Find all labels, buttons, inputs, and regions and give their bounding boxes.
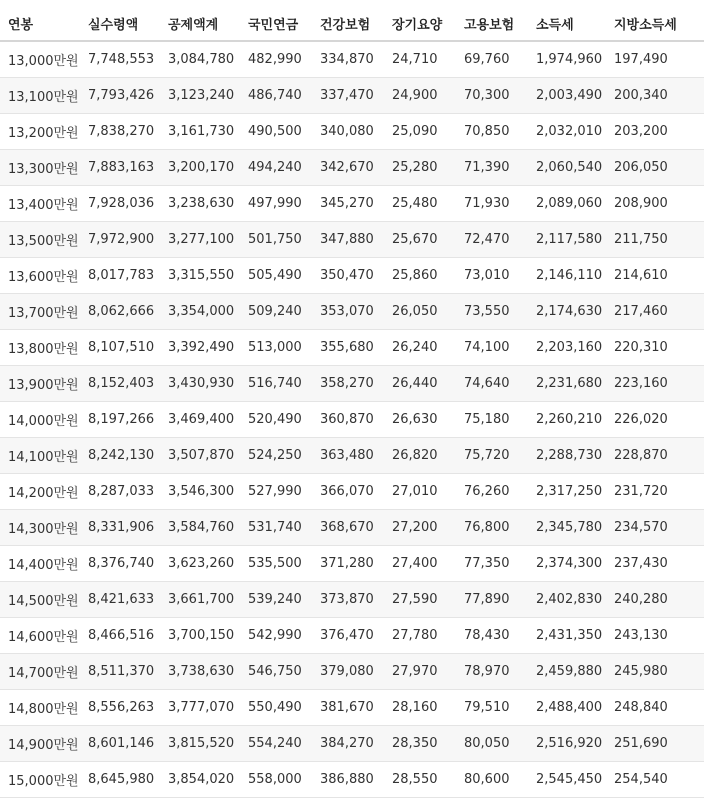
table-cell: 25,670 xyxy=(384,222,456,258)
table-cell: 26,440 xyxy=(384,366,456,402)
table-cell: 2,174,630 xyxy=(528,294,606,330)
table-cell: 7,928,036 xyxy=(80,186,160,222)
table-cell: 27,400 xyxy=(384,546,456,582)
table-cell: 80,600 xyxy=(456,762,528,798)
table-cell: 501,750 xyxy=(240,222,312,258)
table-cell: 234,570 xyxy=(606,510,704,546)
table-cell: 2,260,210 xyxy=(528,402,606,438)
table-cell: 13,400만원 xyxy=(0,186,80,222)
header-national-pension: 국민연금 xyxy=(240,6,312,41)
table-cell: 2,488,400 xyxy=(528,690,606,726)
table-cell: 2,431,350 xyxy=(528,618,606,654)
table-cell: 494,240 xyxy=(240,150,312,186)
table-cell: 73,550 xyxy=(456,294,528,330)
header-local-income-tax: 지방소득세 xyxy=(606,6,704,41)
table-row xyxy=(0,402,704,438)
table-cell: 550,490 xyxy=(240,690,312,726)
table-row xyxy=(0,510,704,546)
table-cell: 381,670 xyxy=(312,690,384,726)
table-cell: 13,300만원 xyxy=(0,150,80,186)
table-cell: 2,089,060 xyxy=(528,186,606,222)
table-cell: 71,390 xyxy=(456,150,528,186)
table-cell: 13,800만원 xyxy=(0,330,80,366)
table-cell: 26,820 xyxy=(384,438,456,474)
table-cell: 3,584,760 xyxy=(160,510,240,546)
table-cell: 14,000만원 xyxy=(0,402,80,438)
table-header-row xyxy=(0,6,704,41)
table-row xyxy=(0,762,704,798)
table-cell: 524,250 xyxy=(240,438,312,474)
table-cell: 376,470 xyxy=(312,618,384,654)
table-cell: 25,480 xyxy=(384,186,456,222)
table-cell: 3,700,150 xyxy=(160,618,240,654)
table-cell: 3,854,020 xyxy=(160,762,240,798)
table-row xyxy=(0,330,704,366)
table-cell: 254,540 xyxy=(606,762,704,798)
table-cell: 8,511,370 xyxy=(80,654,160,690)
table-cell: 27,010 xyxy=(384,474,456,510)
table-cell: 340,080 xyxy=(312,114,384,150)
table-cell: 546,750 xyxy=(240,654,312,690)
table-cell: 2,288,730 xyxy=(528,438,606,474)
table-cell: 13,000만원 xyxy=(0,41,80,78)
table-cell: 345,270 xyxy=(312,186,384,222)
table-cell: 2,231,680 xyxy=(528,366,606,402)
table-cell: 13,500만원 xyxy=(0,222,80,258)
table-cell: 2,146,110 xyxy=(528,258,606,294)
table-cell: 77,890 xyxy=(456,582,528,618)
table-cell: 3,815,520 xyxy=(160,726,240,762)
table-cell: 214,610 xyxy=(606,258,704,294)
table-cell: 505,490 xyxy=(240,258,312,294)
table-cell: 14,900만원 xyxy=(0,726,80,762)
table-cell: 211,750 xyxy=(606,222,704,258)
table-cell: 14,600만원 xyxy=(0,618,80,654)
table-cell: 25,280 xyxy=(384,150,456,186)
table-cell: 13,900만원 xyxy=(0,366,80,402)
table-cell: 2,003,490 xyxy=(528,78,606,114)
table-cell: 3,430,930 xyxy=(160,366,240,402)
table-row xyxy=(0,294,704,330)
table-cell: 251,690 xyxy=(606,726,704,762)
salary-table xyxy=(0,6,704,798)
header-employment-insurance: 고용보험 xyxy=(456,6,528,41)
table-cell: 8,421,633 xyxy=(80,582,160,618)
table-cell: 3,546,300 xyxy=(160,474,240,510)
table-cell: 76,260 xyxy=(456,474,528,510)
table-cell: 208,900 xyxy=(606,186,704,222)
table-cell: 7,883,163 xyxy=(80,150,160,186)
table-cell: 386,880 xyxy=(312,762,384,798)
table-cell: 2,459,880 xyxy=(528,654,606,690)
table-cell: 8,601,146 xyxy=(80,726,160,762)
table-cell: 15,000만원 xyxy=(0,762,80,798)
table-cell: 371,280 xyxy=(312,546,384,582)
table-cell: 73,010 xyxy=(456,258,528,294)
table-cell: 14,100만원 xyxy=(0,438,80,474)
table-cell: 1,974,960 xyxy=(528,41,606,78)
table-cell: 3,277,100 xyxy=(160,222,240,258)
table-cell: 350,470 xyxy=(312,258,384,294)
table-cell: 3,661,700 xyxy=(160,582,240,618)
table-cell: 226,020 xyxy=(606,402,704,438)
table-cell: 520,490 xyxy=(240,402,312,438)
table-cell: 3,738,630 xyxy=(160,654,240,690)
table-cell: 27,200 xyxy=(384,510,456,546)
table-cell: 482,990 xyxy=(240,41,312,78)
header-net-pay: 실수령액 xyxy=(80,6,160,41)
table-cell: 516,740 xyxy=(240,366,312,402)
table-cell: 554,240 xyxy=(240,726,312,762)
table-cell: 14,200만원 xyxy=(0,474,80,510)
table-cell: 7,793,426 xyxy=(80,78,160,114)
table-cell: 2,516,920 xyxy=(528,726,606,762)
table-cell: 245,980 xyxy=(606,654,704,690)
table-cell: 8,062,666 xyxy=(80,294,160,330)
table-cell: 8,242,130 xyxy=(80,438,160,474)
table-cell: 28,550 xyxy=(384,762,456,798)
table-cell: 363,480 xyxy=(312,438,384,474)
table-cell: 248,840 xyxy=(606,690,704,726)
table-cell: 3,507,870 xyxy=(160,438,240,474)
header-total-deduction: 공제액계 xyxy=(160,6,240,41)
table-row xyxy=(0,222,704,258)
table-cell: 3,161,730 xyxy=(160,114,240,150)
table-cell: 70,850 xyxy=(456,114,528,150)
table-cell: 27,780 xyxy=(384,618,456,654)
table-cell: 3,200,170 xyxy=(160,150,240,186)
table-cell: 78,430 xyxy=(456,618,528,654)
table-cell: 3,623,260 xyxy=(160,546,240,582)
table-cell: 353,070 xyxy=(312,294,384,330)
table-cell: 26,050 xyxy=(384,294,456,330)
table-cell: 13,700만원 xyxy=(0,294,80,330)
table-cell: 366,070 xyxy=(312,474,384,510)
table-cell: 8,376,740 xyxy=(80,546,160,582)
table-cell: 3,084,780 xyxy=(160,41,240,78)
table-cell: 2,117,580 xyxy=(528,222,606,258)
table-cell: 8,645,980 xyxy=(80,762,160,798)
table-cell: 72,470 xyxy=(456,222,528,258)
table-cell: 8,331,906 xyxy=(80,510,160,546)
table-row xyxy=(0,546,704,582)
table-cell: 334,870 xyxy=(312,41,384,78)
table-row xyxy=(0,114,704,150)
table-cell: 358,270 xyxy=(312,366,384,402)
table-cell: 3,354,000 xyxy=(160,294,240,330)
table-cell: 203,200 xyxy=(606,114,704,150)
table-cell: 8,466,516 xyxy=(80,618,160,654)
table-cell: 237,430 xyxy=(606,546,704,582)
table-row xyxy=(0,258,704,294)
table-cell: 206,050 xyxy=(606,150,704,186)
table-row xyxy=(0,438,704,474)
table-cell: 200,340 xyxy=(606,78,704,114)
table-cell: 13,200만원 xyxy=(0,114,80,150)
table-cell: 513,000 xyxy=(240,330,312,366)
table-cell: 77,350 xyxy=(456,546,528,582)
table-row xyxy=(0,654,704,690)
table-cell: 8,556,263 xyxy=(80,690,160,726)
table-cell: 220,310 xyxy=(606,330,704,366)
table-cell: 3,238,630 xyxy=(160,186,240,222)
table-cell: 27,970 xyxy=(384,654,456,690)
table-row xyxy=(0,150,704,186)
table-cell: 8,197,266 xyxy=(80,402,160,438)
table-cell: 535,500 xyxy=(240,546,312,582)
table-cell: 542,990 xyxy=(240,618,312,654)
table-cell: 14,400만원 xyxy=(0,546,80,582)
table-cell: 243,130 xyxy=(606,618,704,654)
table-cell: 509,240 xyxy=(240,294,312,330)
table-cell: 27,590 xyxy=(384,582,456,618)
table-cell: 355,680 xyxy=(312,330,384,366)
table-cell: 527,990 xyxy=(240,474,312,510)
table-cell: 28,160 xyxy=(384,690,456,726)
table-cell: 24,900 xyxy=(384,78,456,114)
table-cell: 7,748,553 xyxy=(80,41,160,78)
table-cell: 2,374,300 xyxy=(528,546,606,582)
table-cell: 28,350 xyxy=(384,726,456,762)
table-cell: 74,640 xyxy=(456,366,528,402)
table-cell: 25,860 xyxy=(384,258,456,294)
table-cell: 71,930 xyxy=(456,186,528,222)
table-cell: 14,800만원 xyxy=(0,690,80,726)
table-cell: 13,100만원 xyxy=(0,78,80,114)
table-body xyxy=(0,41,704,798)
table-cell: 2,032,010 xyxy=(528,114,606,150)
table-cell: 486,740 xyxy=(240,78,312,114)
table-cell: 347,880 xyxy=(312,222,384,258)
table-cell: 79,510 xyxy=(456,690,528,726)
table-cell: 8,107,510 xyxy=(80,330,160,366)
header-salary: 연봉 xyxy=(0,6,80,41)
table-row xyxy=(0,690,704,726)
table-cell: 14,500만원 xyxy=(0,582,80,618)
table-row xyxy=(0,41,704,78)
table-cell: 2,402,830 xyxy=(528,582,606,618)
table-row xyxy=(0,726,704,762)
table-cell: 373,870 xyxy=(312,582,384,618)
table-cell: 360,870 xyxy=(312,402,384,438)
table-cell: 76,800 xyxy=(456,510,528,546)
table-cell: 7,972,900 xyxy=(80,222,160,258)
table-cell: 3,469,400 xyxy=(160,402,240,438)
table-cell: 368,670 xyxy=(312,510,384,546)
table-cell: 14,300만원 xyxy=(0,510,80,546)
table-cell: 74,100 xyxy=(456,330,528,366)
table-cell: 25,090 xyxy=(384,114,456,150)
table-cell: 384,270 xyxy=(312,726,384,762)
table-row xyxy=(0,582,704,618)
table-cell: 2,203,160 xyxy=(528,330,606,366)
table-cell: 3,392,490 xyxy=(160,330,240,366)
header-health-insurance: 건강보험 xyxy=(312,6,384,41)
table-cell: 8,017,783 xyxy=(80,258,160,294)
header-income-tax: 소득세 xyxy=(528,6,606,41)
table-row xyxy=(0,366,704,402)
table-cell: 197,490 xyxy=(606,41,704,78)
table-cell: 240,280 xyxy=(606,582,704,618)
table-cell: 231,720 xyxy=(606,474,704,510)
table-cell: 8,287,033 xyxy=(80,474,160,510)
table-cell: 2,060,540 xyxy=(528,150,606,186)
table-cell: 3,123,240 xyxy=(160,78,240,114)
table-cell: 24,710 xyxy=(384,41,456,78)
table-cell: 7,838,270 xyxy=(80,114,160,150)
table-cell: 490,500 xyxy=(240,114,312,150)
table-cell: 337,470 xyxy=(312,78,384,114)
table-cell: 75,720 xyxy=(456,438,528,474)
table-cell: 14,700만원 xyxy=(0,654,80,690)
table-cell: 26,240 xyxy=(384,330,456,366)
table-cell: 70,300 xyxy=(456,78,528,114)
table-cell: 3,315,550 xyxy=(160,258,240,294)
table-row xyxy=(0,78,704,114)
table-cell: 78,970 xyxy=(456,654,528,690)
table-cell: 2,345,780 xyxy=(528,510,606,546)
table-row xyxy=(0,186,704,222)
table-row xyxy=(0,618,704,654)
table-cell: 2,545,450 xyxy=(528,762,606,798)
table-cell: 3,777,070 xyxy=(160,690,240,726)
table-cell: 223,160 xyxy=(606,366,704,402)
table-cell: 531,740 xyxy=(240,510,312,546)
table-cell: 217,460 xyxy=(606,294,704,330)
table-cell: 26,630 xyxy=(384,402,456,438)
header-long-term-care: 장기요양 xyxy=(384,6,456,41)
table-cell: 379,080 xyxy=(312,654,384,690)
table-cell: 558,000 xyxy=(240,762,312,798)
table-cell: 2,317,250 xyxy=(528,474,606,510)
table-row xyxy=(0,474,704,510)
table-cell: 8,152,403 xyxy=(80,366,160,402)
table-cell: 75,180 xyxy=(456,402,528,438)
table-cell: 13,600만원 xyxy=(0,258,80,294)
table-cell: 80,050 xyxy=(456,726,528,762)
table-cell: 69,760 xyxy=(456,41,528,78)
table-cell: 342,670 xyxy=(312,150,384,186)
table-cell: 497,990 xyxy=(240,186,312,222)
table-cell: 539,240 xyxy=(240,582,312,618)
table-cell: 228,870 xyxy=(606,438,704,474)
